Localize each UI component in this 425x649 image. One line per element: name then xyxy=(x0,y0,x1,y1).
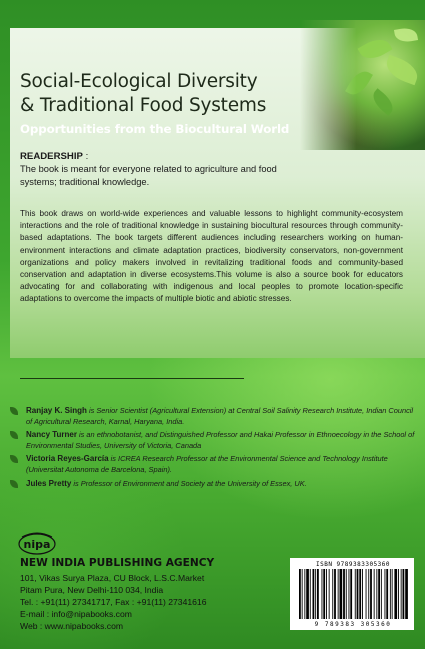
author-item xyxy=(10,406,415,427)
title-line-2: & Traditional Food Systems xyxy=(20,95,267,116)
nipa-logo-icon xyxy=(18,531,56,555)
author-info: is an ethnobotanist, and Distinguished Professor and Hakai Professor in Ethnoecology in the School of Environmental Studies, University of Victoria, Canada xyxy=(26,430,415,450)
book-subtitle: Opportunities from the Biocultural World xyxy=(20,122,290,136)
readership-text: The book is meant for everyone related to agriculture and food systems; traditional knowledge. xyxy=(20,164,277,187)
author-item xyxy=(10,454,415,475)
book-description: This book draws on world-wide experiences and valuable lessons to highlight community-ecosystem interactions and the role of traditional knowledge in sustaining biocultural resources through community-based adaptations. The book targets different audiences including researchers working on human-environment interactions and climate adaptation practices, biodiversity conservators, non-government organizations and policy makers involved in revitalizing traditional foods and community-based conservation and adaptation in diverse ecosystems.This volume is also a source book for educators advocating for and collaborating with indigenous and local peoples to promote location-specific adaptations to overcome the impacts of multiple biotic and abiotic stresses. xyxy=(20,209,403,304)
author-info: is Professor of Environment and Society at the University of Essex, UK. xyxy=(71,478,307,488)
publisher-phone: Tel. : +91(11) 27341717, Fax : +91(11) 27341616 xyxy=(20,597,207,607)
leaf-bullet-icon xyxy=(10,407,18,415)
author-name: Victoria Reyes-García xyxy=(26,454,109,464)
author-info: is Senior Scientist (Agricultural Extension) at Central Soil Salinity Research Institute, Indian Council of Agricultural Research, Karnal, Haryana, India. xyxy=(26,406,414,426)
leaf-bullet-icon xyxy=(10,431,18,439)
publisher-name: NEW INDIA PUBLISHING AGENCY xyxy=(20,557,215,569)
barcode-bars-icon xyxy=(297,569,409,621)
leaf-bullet-icon xyxy=(10,455,18,463)
author-name: Jules Pretty xyxy=(26,478,72,488)
barcode xyxy=(290,558,414,630)
publisher-address-2: Pitam Pura, New Delhi-110 034, India xyxy=(20,585,164,595)
title-line-1: Social-Ecological Diversity xyxy=(20,71,258,92)
author-list xyxy=(10,406,415,492)
author-info: is ICREA Research Professor at the Environmental Science and Technology Institute (Universitat Autonoma de Barcelona, Spain). xyxy=(26,454,388,474)
book-title xyxy=(20,70,320,118)
publisher-web: Web : www.nipabooks.com xyxy=(20,621,124,631)
isbn-label: ISBN 9789383305360 xyxy=(315,561,391,568)
leaf-bullet-icon xyxy=(10,480,18,488)
readership-heading xyxy=(20,151,88,162)
author-item xyxy=(10,479,415,490)
readership-colon: : xyxy=(82,151,89,162)
publisher-address-1: 101, Vikas Surya Plaza, CU Block, L.S.C.Market xyxy=(20,573,205,583)
publisher-email: E-mail : info@nipabooks.com xyxy=(20,609,132,619)
author-name: Ranjay K. Singh xyxy=(26,406,87,415)
barcode-digits: 9 789383 305360 xyxy=(314,621,392,628)
divider xyxy=(20,378,244,379)
readership-label: READERSHIP xyxy=(20,151,83,162)
author-item xyxy=(10,430,415,451)
author-name: Nancy Turner xyxy=(26,430,77,440)
logo-text: nipa xyxy=(23,538,51,551)
